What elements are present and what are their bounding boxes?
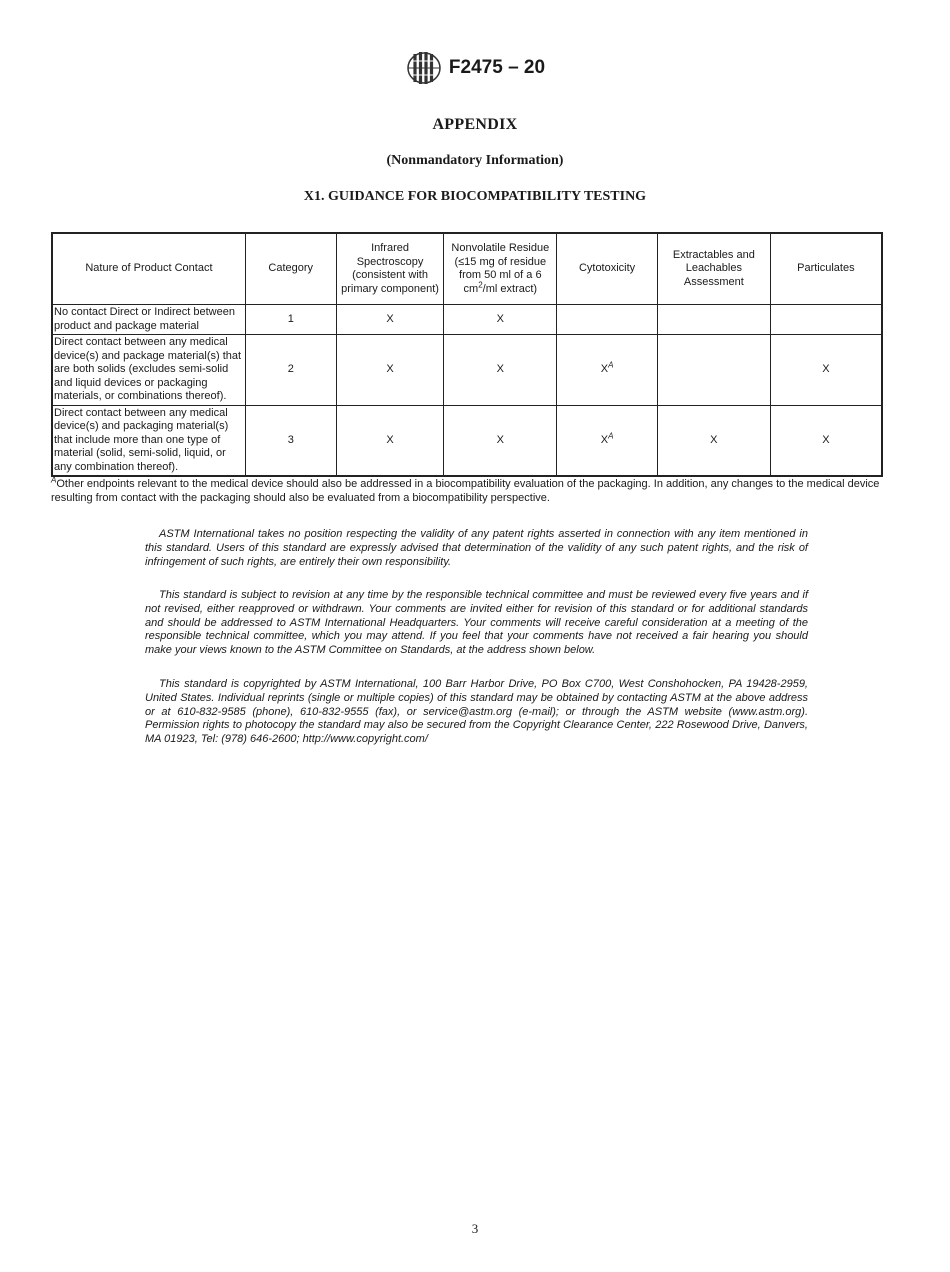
cell-particulates: X [770,405,882,476]
patent-notice: ASTM International takes no position respecting the validity of any patent rights asserted in connection with any item mentioned in this standard. Users of this standard are expressly advised that determination of the validity of any such patent rights, and the risk of infringement of such rights, are entirely their own responsibility. [145,528,808,568]
cell-infrared: X [336,335,444,406]
standard-id: F2475 – 20 [448,57,546,78]
cell-cytotoxicity-value: X [600,433,609,446]
cell-cytotoxicity [557,335,658,406]
cell-cytotoxicity-value: X [600,363,609,375]
header-nvr-text: Nonvolatile Residue (≤15 mg of residue from 50 ml of a 6 cm [451,242,550,295]
biocompatibility-table [51,232,883,477]
table-header-row [52,233,882,305]
header-particulates: Particulates [770,233,882,305]
footnote-ref: A [608,360,614,370]
section-title: X1. GUIDANCE FOR BIOCOMPATIBILITY TESTING [303,189,647,204]
appendix-title: APPENDIX [432,116,518,133]
header-nvr-sup: 2 [478,279,483,289]
table-row [52,405,882,476]
cell-category: 1 [245,305,336,335]
copyright-notice: This standard is copyrighted by ASTM International, 100 Barr Harbor Drive, PO Box C700, West Conshohocken, PA 19428-2959, United States. Individual reprints (single or multiple copies) of this standard may be obtained by contacting ASTM at the above address or at 610-832-9585 (phone), 610-832-9555 (fax), or service@astm.org (e-mail); or through the ASTM website (www.astm.org). Permission rights to photocopy the standard may also be secured from the Copyright Clearance Center, 222 Rosewood Drive, Danvers, MA 01923, Tel: (978) 646-2600; http://www.copyright.com/ [145,678,808,746]
cell-extractables [657,305,770,335]
cell-category: 3 [245,405,336,476]
cell-extractables [657,335,770,406]
cell-nature: Direct contact between any medical device(s) and package material(s) that are both solids (excludes semi-solid and liquid devices or packaging materials, or combinations thereof). [52,335,245,406]
cell-nvr: X [444,405,557,476]
footnote-text: Other endpoints relevant to the medical device should also be addressed in a biocompatibility evaluation of the packaging. In addition, any changes to the medical device resulting from contact with the packaging should also be evaluated from a biocompatibility perspective. [51,478,880,504]
page-header [0,50,950,86]
revision-notice: This standard is subject to revision at any time by the responsible technical committee and must be reviewed every five years and if not revised, either reapproved or withdrawn. Your comments are invited either for revision of this standard or for additional standards and should be addressed to ASTM International Headquarters. Your comments will receive careful consideration at a meeting of the responsible technical committee, which you may attend. If you feel that your comments have not received a fair hearing you should make your views known to the ASTM Committee on Standards, at the address shown below. [145,589,808,657]
table-row [52,335,882,406]
cell-cytotoxicity [557,405,658,476]
cell-extractables: X [657,405,770,476]
cell-nvr: X [444,335,557,406]
astm-logo-icon [405,50,443,86]
footnote-ref: A [608,430,614,440]
cell-nvr: X [444,305,557,335]
cell-cytotoxicity [557,305,658,335]
page-number: 3 [471,1221,479,1236]
cell-infrared: X [336,305,444,335]
header-nvr-text-end: /ml extract) [482,282,538,295]
footnote-marker: A [51,475,57,485]
table-footnote [51,475,911,505]
cell-particulates: X [770,335,882,406]
cell-infrared: X [336,405,444,476]
header-nature: Nature of Product Contact [52,233,245,305]
cell-category: 2 [245,335,336,406]
nonmandatory-label: (Nonmandatory Information) [386,153,564,168]
cell-nature: Direct contact between any medical device(s) and packaging material(s) that include more than one type of material (solid, semi-solid, liquid, or any combination thereof). [52,405,245,476]
table-row [52,305,882,335]
header-category: Category [245,233,336,305]
cell-nature: No contact Direct or Indirect between product and package material [52,305,245,335]
header-infrared: Infrared Spectroscopy (consistent with primary component) [336,233,444,305]
header-extractables: Extractables and Leachables Assessment [657,233,770,305]
cell-particulates [770,305,882,335]
header-nvr [444,233,557,305]
header-cytotoxicity: Cytotoxicity [557,233,658,305]
